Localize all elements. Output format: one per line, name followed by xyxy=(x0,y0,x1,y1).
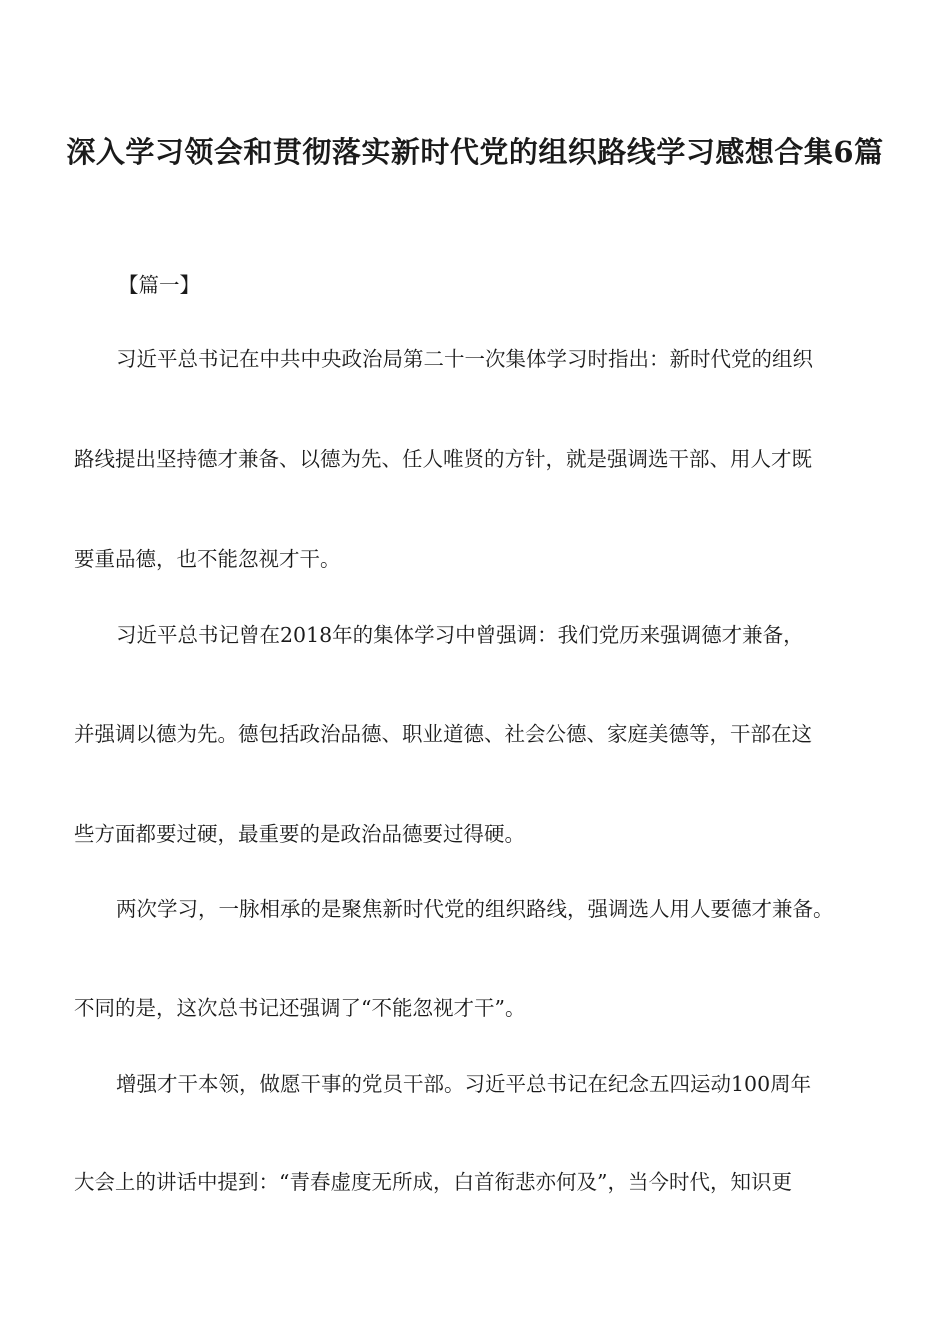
paragraph-line: 不同的是，这次总书记还强调了“不能忽视才干”。 xyxy=(74,996,526,1020)
paragraph-line: 些方面都要过硬，最重要的是政治品德要过得硬。 xyxy=(74,822,525,846)
paragraph-line: 习近平总书记在中共中央政治局第二十一次集体学习时指出：新时代党的组织 xyxy=(116,347,813,371)
document-title: 深入学习领会和贯彻落实新时代党的组织路线学习感想合集6篇 xyxy=(66,135,884,169)
paragraph-line: 习近平总书记曾在2018年的集体学习中曾强调：我们党历来强调德才兼备， xyxy=(116,623,804,647)
section-label: 【篇一】 xyxy=(118,273,200,297)
paragraph-line: 路线提出坚持德才兼备、以德为先、任人唯贤的方针，就是强调选干部、用人才既 xyxy=(74,447,812,471)
paragraph-line: 增强才干本领，做愿干事的党员干部。习近平总书记在纪念五四运动100周年 xyxy=(116,1072,812,1096)
paragraph-line: 要重品德，也不能忽视才干。 xyxy=(74,547,341,571)
paragraph-line: 两次学习，一脉相承的是聚焦新时代党的组织路线，强调选人用人要德才兼备。 xyxy=(116,897,834,921)
paragraph-line: 并强调以德为先。德包括政治品德、职业道德、社会公德、家庭美德等，干部在这 xyxy=(74,722,812,746)
paragraph-line: 大会上的讲话中提到：“青春虚度无所成，白首衔悲亦何及”，当今时代，知识更 xyxy=(74,1170,792,1194)
